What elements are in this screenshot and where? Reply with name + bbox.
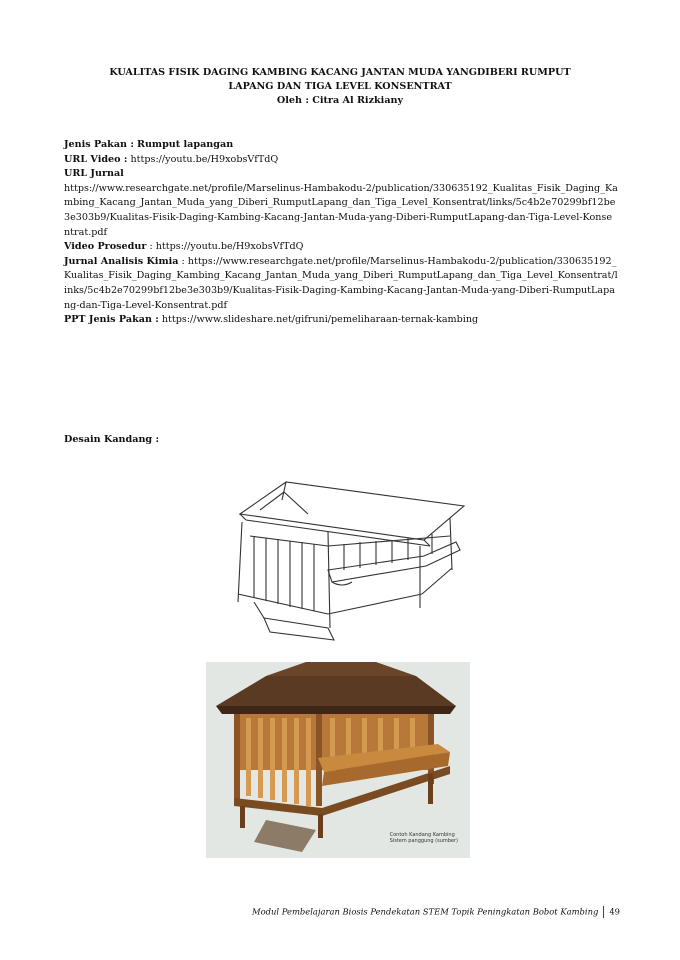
url-video-link[interactable]: https://youtu.be/H9xobsVfTdQ: [130, 153, 279, 165]
author-line: Oleh : Citra Al Rizkiany: [276, 95, 404, 106]
jenis-pakan-row: [64, 138, 618, 153]
title-block: [60, 66, 620, 108]
photo-caption: [390, 832, 458, 844]
jurnal-analisis-label: Jurnal Analisis Kimia: [64, 255, 179, 267]
url-jurnal-link[interactable]: https://www.researchgate.net/profile/Marselinus-Hambakodu-2/publication/330635192_Kualitas_Fisik_Daging_Kambing_Kacang_Jantan_Muda_yang_Diberi_RumputLapang_dan_Tiga_Level_Konsentrat/links/5c4b2e70299bf12be3e303b9/Kualitas-Fisik-Daging-Kambing-Kacang-Jantan-Muda-yang-Diberi-RumputLapang-dan-Tiga-Level-Konsentrat.pdf: [64, 182, 618, 238]
photo-caption-line-1: Contoh Kandang Kambing: [389, 832, 455, 838]
jurnal-analisis-link[interactable]: : https://www.researchgate.net/profile/Marselinus-Hambakodu-2/publication/330635192_Kualitas_Fisik_Daging_Kambing_Kacang_Jantan_Muda_yang_Diberi_RumputLapang_dan_Tiga_Level_Konsentrat/links/5c4b2e70299bf12be3e303b9/Kualitas-Fisik-Daging-Kambing-Kacang-Jantan-Muda-yang-Diberi-RumputLapang-dan-Tiga-Level-Konsentrat.pdf: [64, 255, 618, 311]
jenis-pakan-value: Rumput lapangan: [136, 139, 234, 150]
page-number: 49: [609, 906, 620, 917]
video-prosedur-label: Video Prosedur: [64, 241, 147, 253]
jurnal-analisis-row: [64, 255, 618, 313]
video-prosedur-row: [64, 240, 618, 255]
document-title-line-1: KUALITAS FISIK DAGING KAMBING KACANG JANTAN MUDA YANGDIBERI RUMPUT: [109, 67, 571, 78]
ppt-row: [64, 313, 618, 328]
desain-kandang-heading: Desain Kandang :: [64, 434, 160, 445]
footer-text: Modul Pembelajaran Biosis Pendekatan STEM Topik Peningkatan Bobot Kambing: [252, 906, 599, 917]
jenis-pakan-label: Jenis Pakan :: [64, 139, 134, 150]
goat-pen-sketch: [224, 470, 472, 642]
goat-pen-photo: [206, 662, 470, 858]
reference-list: [64, 138, 618, 328]
url-jurnal-row: [64, 167, 618, 182]
url-video-label: URL Video :: [64, 153, 128, 165]
url-video-row: [64, 153, 618, 168]
video-prosedur-link[interactable]: : https://youtu.be/H9xobsVfTdQ: [149, 241, 304, 253]
ppt-label: PPT Jenis Pakan :: [64, 314, 159, 326]
photo-caption-line-2: Sistem panggung (sumber): [389, 838, 458, 844]
page-footer: [150, 906, 620, 918]
url-jurnal-label: URL Jurnal: [64, 168, 124, 180]
footer-divider: [603, 906, 604, 918]
ppt-link[interactable]: https://www.slideshare.net/gifruni/pemeliharaan-ternak-kambing: [161, 314, 479, 326]
document-title-line-2: LAPANG DAN TIGA LEVEL KONSENTRAT: [228, 81, 452, 92]
